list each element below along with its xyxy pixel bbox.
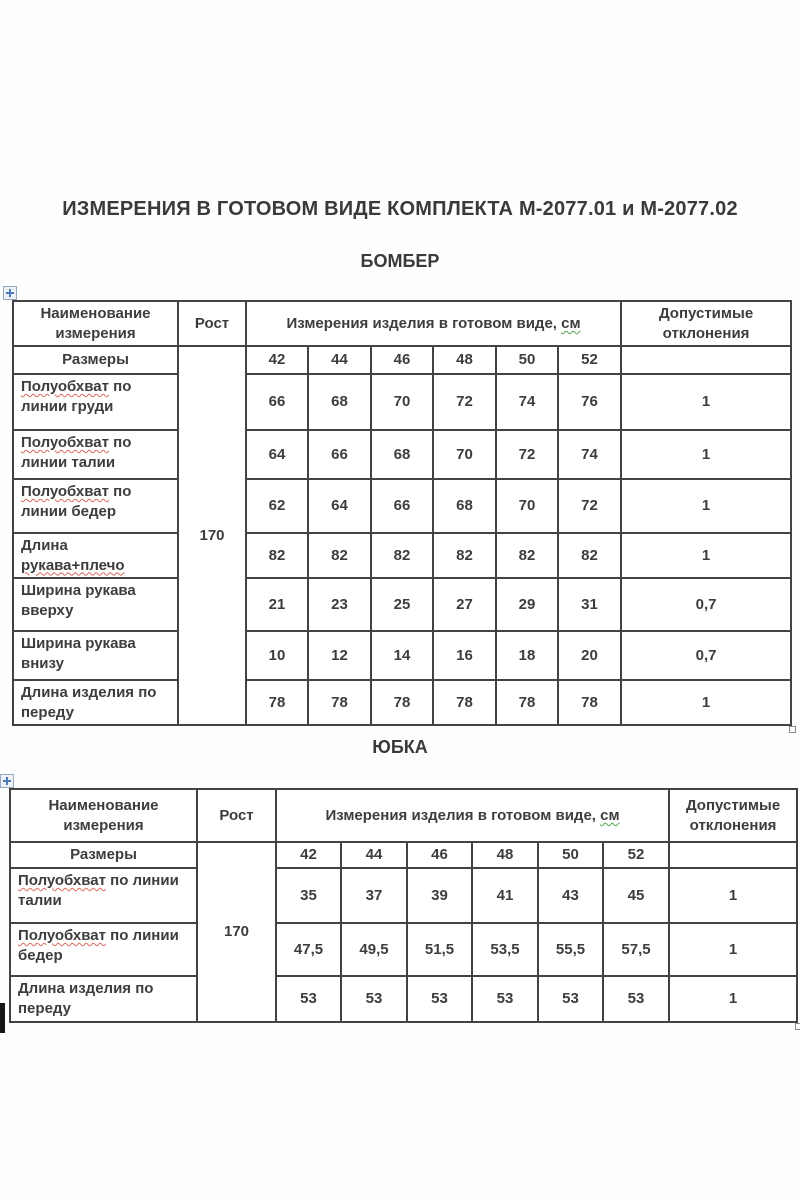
- value-cell: 51,5: [407, 923, 472, 976]
- value-cell: 74: [496, 374, 558, 430]
- measurements-table-skirt: [9, 788, 798, 1023]
- value-cell: 70: [496, 479, 558, 533]
- value-cell: 68: [371, 430, 433, 479]
- size-cell: 44: [308, 346, 371, 374]
- value-cell: 18: [496, 631, 558, 680]
- value-cell: 66: [308, 430, 371, 479]
- value-cell: 12: [308, 631, 371, 680]
- value-cell: 37: [341, 868, 407, 923]
- col-header-tolerance-text: Допустимые отклонения: [658, 305, 754, 342]
- row-label-cell: Длина изделия по переду: [10, 976, 197, 1022]
- col-header-tolerance: [621, 301, 791, 346]
- measurements-table-bomber: [12, 300, 792, 726]
- tolerance-cell: 1: [669, 868, 797, 923]
- misspelled-text: Полуобхват: [21, 483, 109, 500]
- row-label-cell: Полуобхват по линии груди: [13, 374, 178, 430]
- col-header-tolerance: [669, 789, 797, 842]
- value-cell: 78: [496, 680, 558, 725]
- cursor-mark: [0, 1003, 5, 1033]
- table-move-handle-icon[interactable]: [3, 286, 17, 300]
- value-cell: 66: [371, 479, 433, 533]
- measurement-row: [10, 976, 797, 1022]
- row-label-cell: Полуобхват по линии бедер: [10, 923, 197, 976]
- tolerance-cell: 1: [621, 680, 791, 725]
- misspelled-text: Полуобхват: [21, 378, 109, 395]
- row-label-cell: Полуобхват по линии талии: [13, 430, 178, 479]
- value-cell: 82: [371, 533, 433, 578]
- sizes-row: [10, 842, 797, 868]
- tolerance-cell: 1: [669, 976, 797, 1022]
- col-header-height: Рост: [197, 789, 276, 842]
- table-resize-handle-icon[interactable]: [789, 726, 796, 733]
- value-cell: 16: [433, 631, 496, 680]
- row-label-cell: Ширина рукава внизу: [13, 631, 178, 680]
- row-label-cell: Полуобхват по линии бедер: [13, 479, 178, 533]
- value-cell: 55,5: [538, 923, 603, 976]
- value-cell: 82: [433, 533, 496, 578]
- height-value-cell: 170: [197, 842, 276, 1022]
- value-cell: 53: [603, 976, 669, 1022]
- size-cell: 48: [433, 346, 496, 374]
- tolerance-cell: 1: [621, 533, 791, 578]
- measurement-row: [13, 680, 791, 725]
- value-cell: 27: [433, 578, 496, 631]
- value-cell: 53: [276, 976, 341, 1022]
- value-cell: 76: [558, 374, 621, 430]
- measurement-row: [13, 430, 791, 479]
- sizes-label-cell: Размеры: [10, 842, 197, 868]
- value-cell: 25: [371, 578, 433, 631]
- size-cell: 42: [246, 346, 308, 374]
- sizes-label-cell: Размеры: [13, 346, 178, 374]
- misspelled-text: см: [561, 314, 581, 332]
- col-header-tolerance-text: Допустимые отклонения: [685, 797, 781, 834]
- tolerance-cell-empty: [621, 346, 791, 374]
- value-cell: 53,5: [472, 923, 538, 976]
- row-label-cell: Длина изделия по переду: [13, 680, 178, 725]
- tolerance-cell: 1: [669, 923, 797, 976]
- table-move-handle-icon[interactable]: [0, 774, 14, 788]
- value-cell: 35: [276, 868, 341, 923]
- col-header-name: Наименование измерения: [10, 789, 197, 842]
- size-cell: 50: [496, 346, 558, 374]
- table-subtitle-bomber: БОМБЕР: [360, 251, 440, 271]
- measurement-row: [10, 923, 797, 976]
- size-cell: 42: [276, 842, 341, 868]
- value-cell: 68: [433, 479, 496, 533]
- table-header-row: [10, 789, 797, 842]
- misspelled-text: Полуобхват: [18, 872, 106, 889]
- size-cell: 52: [558, 346, 621, 374]
- row-label-cell: Ширина рукава вверху: [13, 578, 178, 631]
- table-resize-handle-icon[interactable]: [795, 1023, 800, 1030]
- row-label-cell: Полуобхват по линии талии: [10, 868, 197, 923]
- value-cell: 82: [558, 533, 621, 578]
- value-cell: 70: [371, 374, 433, 430]
- row-label-cell: Длина рукава+плечо: [13, 533, 178, 578]
- value-cell: 10: [246, 631, 308, 680]
- value-cell: 49,5: [341, 923, 407, 976]
- tolerance-cell-empty: [669, 842, 797, 868]
- misspelled-text: Полуобхват: [18, 927, 106, 944]
- tolerance-cell: 0,7: [621, 631, 791, 680]
- value-cell: 62: [246, 479, 308, 533]
- size-cell: 46: [407, 842, 472, 868]
- value-cell: 31: [558, 578, 621, 631]
- value-cell: 78: [246, 680, 308, 725]
- table-subtitle-skirt: ЮБКА: [372, 737, 428, 757]
- value-cell: 43: [538, 868, 603, 923]
- value-cell: 39: [407, 868, 472, 923]
- col-header-measurements: Измерения изделия в готовом виде, см: [246, 301, 621, 346]
- measurement-row: [13, 631, 791, 680]
- value-cell: 78: [308, 680, 371, 725]
- value-cell: 21: [246, 578, 308, 631]
- col-header-name: Наименование измерения: [13, 301, 178, 346]
- measurement-row: [13, 578, 791, 631]
- value-cell: 78: [371, 680, 433, 725]
- value-cell: 53: [341, 976, 407, 1022]
- value-cell: 82: [308, 533, 371, 578]
- tolerance-cell: 1: [621, 374, 791, 430]
- value-cell: 20: [558, 631, 621, 680]
- tolerance-cell: 1: [621, 479, 791, 533]
- page-title: ИЗМЕРЕНИЯ В ГОТОВОМ ВИДЕ КОМПЛЕКТА М-2077.01 и М-2077.02: [62, 198, 738, 220]
- size-cell: 46: [371, 346, 433, 374]
- value-cell: 70: [433, 430, 496, 479]
- value-cell: 82: [496, 533, 558, 578]
- misspelled-text: Полуобхват: [21, 434, 109, 451]
- value-cell: 14: [371, 631, 433, 680]
- value-cell: 47,5: [276, 923, 341, 976]
- size-cell: 50: [538, 842, 603, 868]
- value-cell: 74: [558, 430, 621, 479]
- measurement-row: [13, 374, 791, 430]
- value-cell: 78: [433, 680, 496, 725]
- sizes-row: [13, 346, 791, 374]
- misspelled-text: рукава+плечо: [21, 556, 125, 574]
- value-cell: 72: [558, 479, 621, 533]
- table-header-row: [13, 301, 791, 346]
- value-cell: 57,5: [603, 923, 669, 976]
- size-cell: 44: [341, 842, 407, 868]
- value-cell: 53: [538, 976, 603, 1022]
- value-cell: 29: [496, 578, 558, 631]
- table-block-skirt: [9, 788, 798, 1023]
- height-value-cell: 170: [178, 346, 246, 725]
- value-cell: 53: [472, 976, 538, 1022]
- value-cell: 23: [308, 578, 371, 631]
- size-cell: 52: [603, 842, 669, 868]
- measurement-row: [13, 533, 791, 578]
- col-header-measurements: Измерения изделия в готовом виде, см: [276, 789, 669, 842]
- value-cell: 72: [433, 374, 496, 430]
- col-header-height: Рост: [178, 301, 246, 346]
- value-cell: 64: [246, 430, 308, 479]
- value-cell: 66: [246, 374, 308, 430]
- measurement-row: [10, 868, 797, 923]
- value-cell: 72: [496, 430, 558, 479]
- size-cell: 48: [472, 842, 538, 868]
- value-cell: 53: [407, 976, 472, 1022]
- value-cell: 64: [308, 479, 371, 533]
- value-cell: 68: [308, 374, 371, 430]
- value-cell: 41: [472, 868, 538, 923]
- tolerance-cell: 0,7: [621, 578, 791, 631]
- table-block-bomber: [12, 300, 792, 726]
- value-cell: 45: [603, 868, 669, 923]
- value-cell: 78: [558, 680, 621, 725]
- value-cell: 82: [246, 533, 308, 578]
- tolerance-cell: 1: [621, 430, 791, 479]
- measurement-row: [13, 479, 791, 533]
- misspelled-text: см: [600, 806, 620, 824]
